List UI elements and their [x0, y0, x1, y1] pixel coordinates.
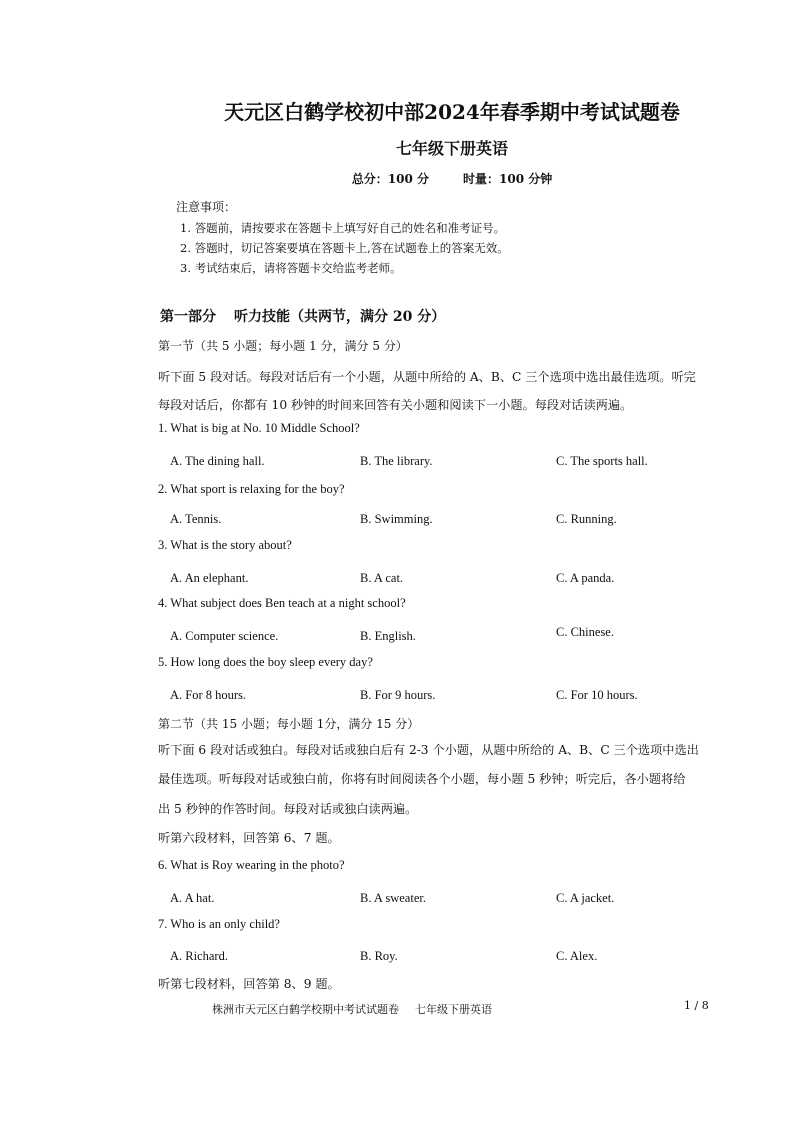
option-a: A. Computer science.	[170, 629, 279, 643]
notes-title: 注意事项：	[176, 200, 237, 214]
question-text: 4. What subject does Ben teach at a night school?	[158, 596, 406, 610]
section2-heading: 第二节（共 15 小题；每小题 1分，满分 15 分）	[158, 717, 420, 731]
note-item: 1. 答题前，请按要求在答题卡上填写好自己的姓名和准考证号。	[180, 221, 506, 235]
material-heading: 听第七段材料，回答第 8、9 题。	[158, 977, 340, 991]
time-limit: 时量：100 分钟	[463, 172, 553, 186]
section1-heading: 第一节（共 5 小题；每小题 1 分，满分 5 分）	[158, 339, 408, 353]
question-text: 2. What sport is relaxing for the boy?	[158, 482, 345, 496]
question-text: 3. What is the story about?	[158, 538, 292, 552]
option-b: B. Swimming.	[360, 512, 433, 526]
option-b: B. The library.	[360, 454, 433, 468]
note-item: 3. 考试结束后，请将答题卡交给监考老师。	[180, 261, 402, 275]
page-footer	[212, 1001, 492, 1017]
option-c: C. Running.	[556, 512, 617, 526]
question-text: 7. Who is an only child?	[158, 917, 280, 931]
section2-instruction-line: 最佳选项。听每段对话或独白前，你将有时间阅读各个小题，每小题 5 秒钟；听完后，各小题将给	[158, 772, 686, 786]
section1-instruction-line: 听下面 5 段对话。每段对话后有一个小题，从题中所给的 A、B、C 三个选项中选出最佳选项。听完	[158, 370, 696, 384]
option-b: B. A sweater.	[360, 891, 426, 905]
option-a: A. Richard.	[170, 949, 228, 963]
section2-instruction-line: 出 5 秒钟的作答时间。每段对话或独白读两遍。	[158, 802, 418, 816]
section2-instruction-line: 听下面 6 段对话或独白。每段对话或独白后有 2-3 个小题，从题中所给的 A、B、C 三个选项中选出	[158, 743, 699, 757]
exam-subtitle: 七年级下册英语	[395, 139, 508, 158]
option-c: C. A panda.	[556, 571, 615, 585]
exam-meta	[0, 170, 794, 187]
question-text: 1. What is big at No. 10 Middle School?	[158, 421, 360, 435]
part-title: 第一部分	[160, 309, 216, 325]
part-subtitle: 听力技能（共两节，满分 20 分）	[234, 309, 446, 325]
exam-title: 天元区白鹤学校初中部2024年春季期中考试试题卷	[224, 100, 680, 124]
part-heading	[160, 306, 445, 326]
option-c: C. Alex.	[556, 949, 598, 963]
option-c: C. Chinese.	[556, 625, 614, 639]
option-c: C. A jacket.	[556, 891, 615, 905]
footer-school: 株洲市天元区白鹤学校期中考试试题卷	[212, 1003, 399, 1016]
total-score: 总分：100 分	[351, 172, 429, 186]
footer-subject: 七年级下册英语	[415, 1003, 492, 1016]
material-heading: 听第六段材料，回答第 6、7 题。	[158, 831, 340, 845]
question-text: 5. How long does the boy sleep every day?	[158, 655, 373, 669]
option-a: A. Tennis.	[170, 512, 222, 526]
option-b: B. English.	[360, 629, 416, 643]
option-a: A. The dining hall.	[170, 454, 265, 468]
section1-instruction-line: 每段对话后，你都有 10 秒钟的时间来回答有关小题和阅读下一小题。每段对话读两遍。	[158, 398, 633, 412]
option-a: A. For 8 hours.	[170, 688, 247, 702]
option-b: B. For 9 hours.	[360, 688, 436, 702]
option-c: C. The sports hall.	[556, 454, 648, 468]
note-item: 2. 答题时，切记答案要填在答题卡上,答在试题卷上的答案无效。	[180, 241, 509, 255]
option-a: A. A hat.	[170, 891, 215, 905]
option-a: A. An elephant.	[170, 571, 249, 585]
option-b: B. A cat.	[360, 571, 404, 585]
page-number: 1 / 8	[684, 999, 709, 1012]
option-b: B. Roy.	[360, 949, 398, 963]
question-text: 6. What is Roy wearing in the photo?	[158, 858, 345, 872]
option-c: C. For 10 hours.	[556, 688, 638, 702]
